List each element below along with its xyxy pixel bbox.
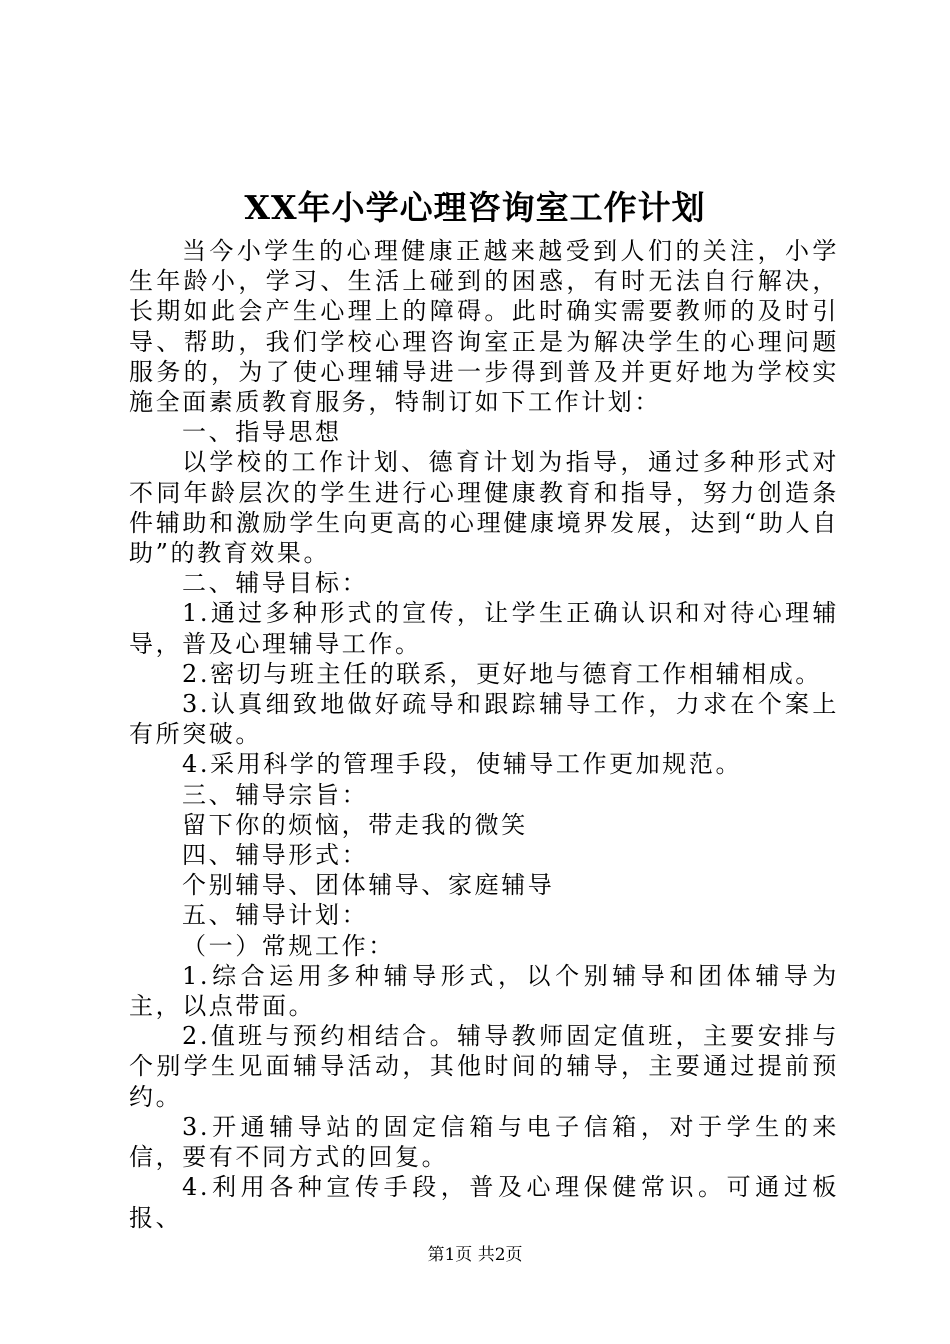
routine-item-4: 4.利用各种宣传手段，普及心理保健常识。可通过板报、 xyxy=(129,1173,839,1232)
document-title: XX年小学心理咨询室工作计划 xyxy=(244,188,706,227)
heading-counseling-goals: 二、辅导目标： xyxy=(182,569,369,598)
heading-guiding-ideology: 一、指导思想 xyxy=(182,418,342,447)
paragraph-guiding-ideology: 以学校的工作计划、德育计划为指导，通过多种形式对不同年龄层次的学生进行心理健康教育和指导，努力创造条件辅助和激励学生向更高的心理健康境界发展，达到“助人自助”的教育效果。 xyxy=(129,448,839,568)
goal-item-4: 4.采用科学的管理手段，使辅导工作更加规范。 xyxy=(182,750,743,779)
routine-item-3: 3.开通辅导站的固定信箱与电子信箱，对于学生的来信，要有不同方式的回复。 xyxy=(129,1112,839,1172)
heading-counseling-plan: 五、辅导计划： xyxy=(182,901,369,930)
page-footer: 第1页 共2页 xyxy=(427,1245,523,1265)
goal-item-3: 3.认真细致地做好疏导和跟踪辅导工作，力求在个案上有所突破。 xyxy=(129,690,839,749)
heading-counseling-tenet: 三、辅导宗旨： xyxy=(182,780,369,809)
heading-counseling-forms: 四、辅导形式： xyxy=(182,841,369,870)
goal-item-1: 1.通过多种形式的宣传，让学生正确认识和对待心理辅导，普及心理辅导工作。 xyxy=(129,599,839,658)
paragraph-counseling-tenet: 留下你的烦恼，带走我的微笑 xyxy=(182,810,528,839)
goal-item-2: 2.密切与班主任的联系，更好地与德育工作相辅相成。 xyxy=(182,659,822,688)
routine-item-2: 2.值班与预约相结合。辅导教师固定值班，主要安排与个别学生见面辅导活动，其他时间的辅导，主要通过提前预约。 xyxy=(129,1022,839,1111)
subheading-routine-work: （一）常规工作： xyxy=(182,931,395,960)
routine-item-1: 1.综合运用多种辅导形式，以个别辅导和团体辅导为主，以点带面。 xyxy=(129,961,839,1021)
paragraph-intro: 当今小学生的心理健康正越来越受到人们的关注，小学生年龄小，学习、生活上碰到的困惑，有时无法自行解决，长期如此会产生心理上的障碍。此时确实需要教师的及时引导、帮助，我们学校心理咨询室正是为解决学生的心理问题服务的，为了使心理辅导进一步得到普及并更好地为学校实施全面素质教育服务，特制订如下工作计划： xyxy=(129,237,839,417)
document-body xyxy=(129,236,839,1233)
paragraph-counseling-forms: 个别辅导、团体辅导、家庭辅导 xyxy=(182,871,555,900)
